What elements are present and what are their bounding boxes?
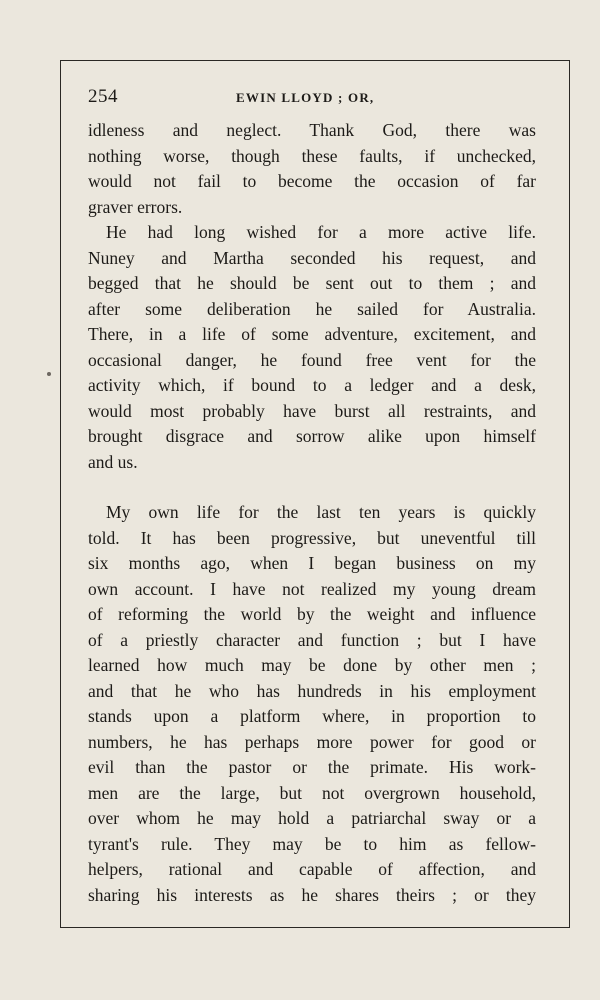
running-title: EWIN LLOYD ; OR, xyxy=(236,90,375,105)
text-line: occasional danger, he found free vent for the xyxy=(88,349,536,370)
text-line: sharing his interests as he shares theirs ; or they xyxy=(88,884,536,905)
text-line: numbers, he has perhaps more power for good or xyxy=(88,731,536,752)
text-line: of a priestly character and function ; but I have xyxy=(88,629,536,650)
text-line: and us. xyxy=(88,451,138,472)
text-line: men are the large, but not overgrown household, xyxy=(88,782,536,803)
text-line: stands upon a platform where, in proportion to xyxy=(88,706,536,726)
text-line: activity which, if bound to a ledger and a desk, xyxy=(88,375,536,395)
page-border-bottom xyxy=(60,927,570,928)
section-break xyxy=(88,475,536,500)
text-line: My own life for the last ten years is quickly xyxy=(106,502,536,522)
text-line: tyrant's rule. They may be to him as fellow- xyxy=(88,833,536,854)
text-line: of reforming the world by the weight and influence xyxy=(88,604,536,624)
text-line: six months ago, when I began business on my xyxy=(88,553,536,573)
paragraph xyxy=(88,220,536,475)
body-text xyxy=(88,118,536,908)
text-line: nothing worse, though these faults, if unchecked, xyxy=(88,145,536,166)
text-line: evil than the pastor or the primate. His work- xyxy=(88,757,536,777)
paragraph xyxy=(88,118,536,220)
text-line: own account. I have not realized my young dream xyxy=(88,578,536,599)
page-border-top xyxy=(60,60,570,61)
text-line: would not fail to become the occasion of far xyxy=(88,171,536,191)
text-line: helpers, rational and capable of affection, and xyxy=(88,859,536,879)
text-line: There, in a life of some adventure, excitement, and xyxy=(88,324,536,344)
page-header xyxy=(88,86,536,112)
text-line: and that he who has hundreds in his employment xyxy=(88,680,536,701)
page-number: 254 xyxy=(88,86,118,107)
text-line: begged that he should be sent out to them ; and xyxy=(88,273,536,293)
text-line: over whom he may hold a patriarchal sway or a xyxy=(88,808,536,828)
text-line: idleness and neglect. Thank God, there was xyxy=(88,120,536,140)
text-line: Nuney and Martha seconded his request, and xyxy=(88,247,536,268)
text-line: brought disgrace and sorrow alike upon himself xyxy=(88,426,536,446)
text-line: told. It has been progressive, but uneventful till xyxy=(88,527,536,548)
paragraph xyxy=(88,500,536,908)
paper-blemish xyxy=(47,372,51,376)
text-line: would most probably have burst all restraints, and xyxy=(88,400,536,421)
text-line: He had long wished for a more active life. xyxy=(106,222,536,242)
page-border-left xyxy=(60,60,61,928)
text-line: after some deliberation he sailed for Australia. xyxy=(88,298,536,319)
text-line: learned how much may be done by other men ; xyxy=(88,655,536,675)
page-border-right xyxy=(569,60,570,928)
text-line: graver errors. xyxy=(88,196,183,217)
